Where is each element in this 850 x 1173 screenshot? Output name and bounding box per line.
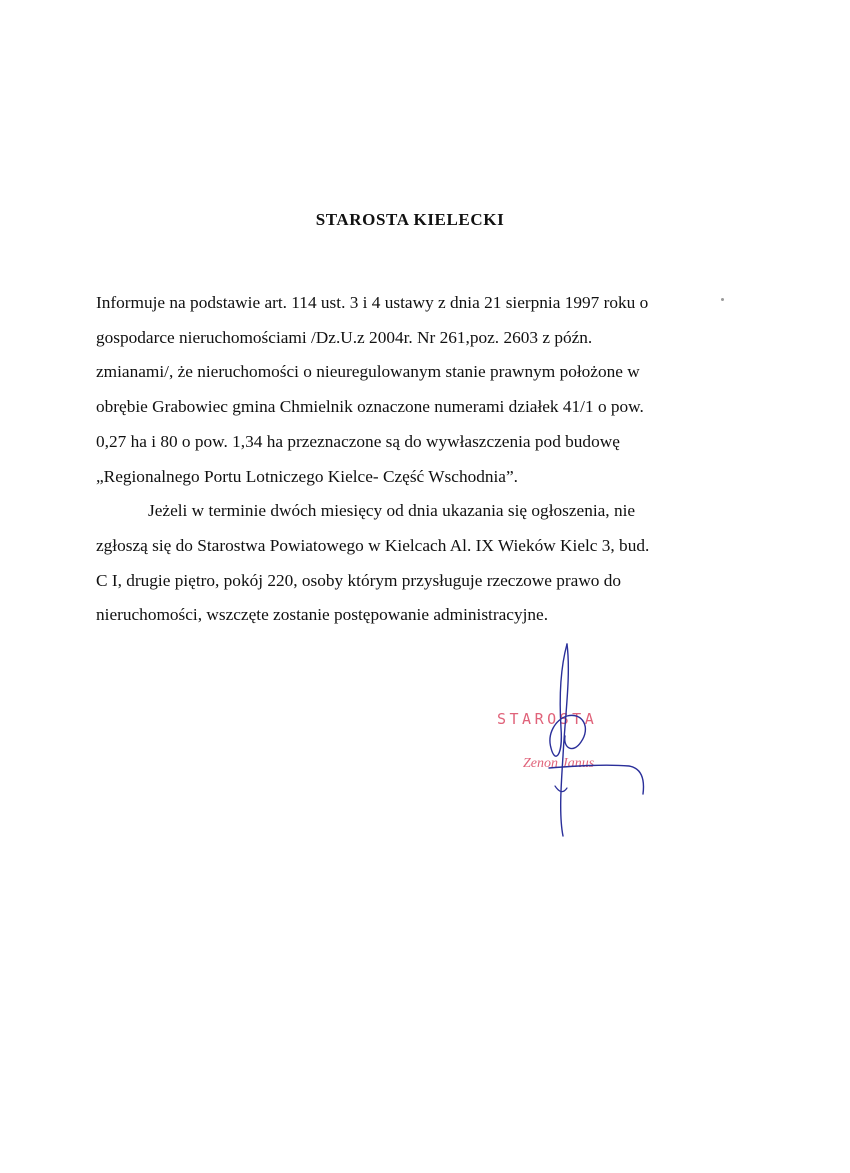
text-line: gospodarce nieruchomościami /Dz.U.z 2004r. Nr 261,poz. 2603 z późn.: [96, 327, 593, 347]
announcement-body: [96, 286, 736, 633]
page-title: STAROSTA KIELECKI: [315, 210, 505, 229]
stamp-title: STAROSTA: [497, 710, 598, 728]
text-line: 0,27 ha i 80 o pow. 1,34 ha przeznaczone są do wywłaszczenia pod budowę: [96, 431, 620, 451]
text-line: zmianami/, że nieruchomości o nieuregulowanym stanie prawnym położone w: [96, 362, 640, 382]
text-line: nieruchomości, wszczęte zostanie postępowanie administracyjne.: [96, 605, 549, 625]
text-line: Informuje na podstawie art. 114 ust. 3 i 4 ustawy z dnia 21 sierpnia 1997 roku o: [96, 293, 649, 312]
handwritten-signature: [525, 636, 665, 856]
text-line: obrębie Grabowiec gmina Chmielnik oznaczone numerami działek 41/1 o pow.: [96, 397, 644, 417]
scan-dot-mark: [721, 298, 724, 301]
text-line: Jeżeli w terminie dwóch miesięcy od dnia ukazania się ogłoszenia, nie: [148, 501, 636, 521]
text-line: C I, drugie piętro, pokój 220, osoby którym przysługuje rzeczowe prawo do: [96, 570, 622, 590]
text-line: zgłoszą się do Starostwa Powiatowego w Kielcach Al. IX Wieków Kielc 3, bud.: [96, 535, 650, 555]
text-line: „Regionalnego Portu Lotniczego Kielce- Część Wschodnia”.: [96, 466, 518, 486]
stamp-name: Zenon Janus: [523, 756, 595, 771]
signature-stroke: [549, 765, 643, 794]
